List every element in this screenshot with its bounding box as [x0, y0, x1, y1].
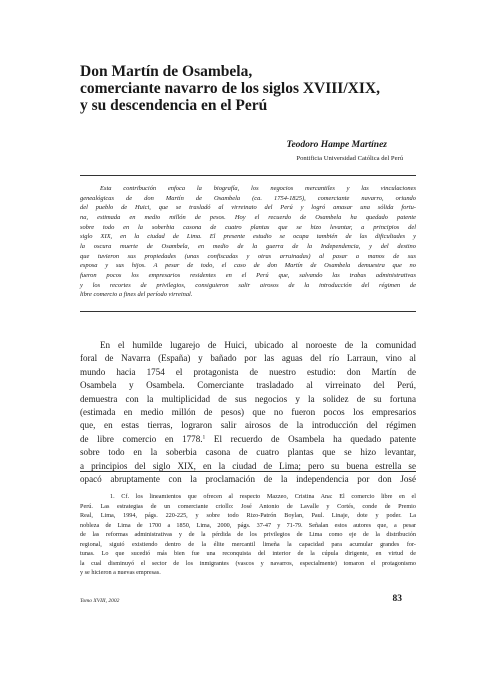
footnote-line: tunas. Lo que sucedió más bien fue una reconquista del interior de la cúpula dirigente, en virtud de: [80, 550, 416, 557]
abstract-line: y los recortes de privilegios, consiguieron salir airosos de la introducción del régimen de: [80, 281, 416, 289]
abstract-line: libre comercio a fines del período virreinal.: [80, 291, 193, 299]
title-line: y su descendencia en el Perú: [80, 97, 268, 114]
abstract: [80, 184, 416, 300]
abstract-line: la oscura muerte de Osambela, en medio de la guerra de la Independencia, y del destino: [80, 242, 416, 250]
abstract-line: esposa y sus hijos. A pesar de todo, el caso de don Martín de Osambela demuestra que no: [80, 262, 416, 270]
abstract-line: na, estimada en medio millón de pesos. Hoy el recuerdo de Osambela ha quedado patente: [80, 213, 416, 221]
body-line: a principios del siglo XIX, en la ciudad de Lima; pero su buena estrella se: [80, 460, 416, 471]
article-title: [80, 63, 420, 114]
body-line: que, en estas tierras, lograron salir airosos de la introducción del régimen: [80, 420, 416, 431]
body-paragraph: [80, 339, 416, 486]
abstract-line: siglo XIX, en la ciudad de Lima. El presente estudio se ocupa también de las dificultades y: [80, 233, 416, 241]
footnote-line: Perú. Las estrategias de un comerciante criollo: José Antonio de Lavalle y Cortés, conde de Premio: [80, 502, 416, 510]
abstract-line: genealógicas de don Martín de Osambela (ca. 1754-1825), comerciante navarro, oriundo: [80, 194, 416, 202]
body-line-start: de libre comercio en 1778.: [80, 433, 203, 444]
footnote-marker[interactable]: 1: [202, 434, 206, 441]
title-line: comerciante navarro de los siglos XVIII/XIX,: [80, 80, 380, 97]
author-name: Teodoro Hampe Martínez: [286, 140, 387, 150]
top-divider: [80, 175, 416, 176]
body-line: mundo hacia 1754 el protagonista de nuestro estudio: don Martín de: [80, 366, 416, 377]
footnote-line: y se hicieron a nuevas empresas.: [80, 569, 161, 576]
title-line: Don Martín de Osambela,: [80, 63, 253, 80]
author-affiliation: Pontificia Universidad Católica del Perú: [296, 155, 403, 162]
body-line: demuestra con la multiplicidad de sus negocios y la solidez de su fortuna: [80, 393, 416, 404]
footnote: [80, 492, 416, 578]
abstract-line: del pueblo de Huici, que se trasladó al virreinato del Perú y logró amasar una sólida fortu-: [80, 204, 416, 212]
body-line: sobre todo en la soberbia casona de cuatro plantas que se hizo levantar,: [80, 447, 416, 458]
footnote-line: la cual disminuyó el sector de los inmigrantes (vascos y navarros, especialmente) tomaron el protagonismo: [80, 559, 416, 567]
body-line-end: El recuerdo de Osambela ha quedado patente: [205, 433, 416, 444]
abstract-line: que tuvieron sus propiedades (unas confiscadas y otras arruinadas) al pasar a manos de sus: [80, 252, 416, 260]
footnote-line: 1. Cf. los lineamientos que ofrecen al respecto Mazzeo, Cristina Ana: El comercio libre en el: [110, 493, 416, 500]
footnote-divider: [80, 471, 416, 472]
footnote-line: nobleza de Lima de 1700 a 1850, Lima, 2000, págs. 37-47 y 71-79. Señalan estos autores que, a pesar: [80, 521, 416, 529]
bottom-divider: [80, 311, 416, 312]
footnote-line: Real, Lima, 1994, págs. 220-225, y sobre todo Rizo-Patrón Boylan, Paul. Linaje, dote y poder. La: [80, 512, 416, 519]
abstract-line: fueron pocos los empresarios residentes en el Perú que, salvando las trabas administrativas: [80, 271, 416, 279]
body-line: [80, 433, 416, 446]
body-line: opacó abruptamente con la proclamación de la independencia por don José: [80, 474, 416, 485]
body-line: Osambela y Osambela. Comerciante trasladado al virreinato del Perú,: [80, 380, 416, 391]
body-line: (estimada en medio millón de pesos) que no fueron pocos los empresarios: [80, 407, 416, 418]
abstract-line: Esta contribución enfoca la biografía, los negocios mercantiles y las vinculaciones: [100, 185, 416, 192]
footnote-line: regional, siguió existiendo dentro de la élite mercantil limeña la capacidad para acumular grandes for-: [80, 540, 416, 548]
journal-reference: Tomo XVIII, 2002: [80, 598, 120, 604]
body-line: foral de Navarra (España) y bañado por las aguas del río Larraun, vino al: [80, 353, 416, 364]
body-line: En el humilde lugarejo de Huici, ubicado al noroeste de la comunidad: [100, 340, 416, 350]
page-number: 83: [392, 594, 402, 604]
abstract-line: sobre todo en la soberbia casona de cuatro plantas que se hizo levantar, a principios del: [80, 223, 416, 231]
footnote-line: de las reformas administrativas y de la pérdida de los privilegios de Lima como eje de la distribución: [80, 531, 416, 538]
